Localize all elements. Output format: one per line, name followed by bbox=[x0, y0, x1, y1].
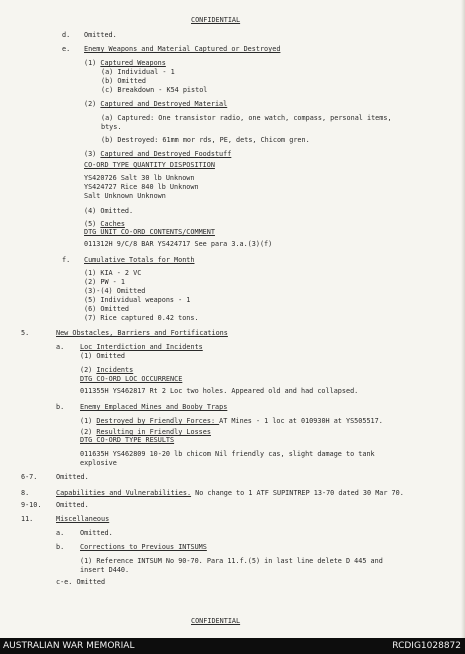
doc-line-f5: (5) Individual weapons - 1 bbox=[84, 296, 191, 304]
doc-line-s11-t: Miscellaneous bbox=[56, 515, 110, 523]
doc-line-loss-2: explosive bbox=[80, 459, 117, 467]
doc-line-f1: (1) KIA - 2 VC bbox=[84, 269, 142, 277]
doc-line-f-label: f. bbox=[62, 256, 71, 264]
doc-line-s5b-title: Enemy Emplaced Mines and Booby Traps bbox=[80, 403, 228, 411]
doc-line-s11b1: (1) Reference INTSUM No 90-70. Para 11.f.(5) in last line delete D 445 and bbox=[80, 557, 383, 565]
doc-line-inc-1: 011355H YS462817 Rt 2 Loc two holes. Appeared old and had collapsed. bbox=[80, 387, 359, 395]
doc-line-s8-num: 8. bbox=[21, 489, 30, 497]
doc-line-s5a-title: Loc Interdiction and Incidents bbox=[80, 343, 203, 351]
doc-line-f3: (3)-(4) Omitted bbox=[84, 287, 146, 295]
doc-line-e5: (5) Caches bbox=[84, 220, 125, 228]
doc-line-f2: (2) PW - 1 bbox=[84, 278, 125, 286]
doc-line-inc-h: DTG CO-ORD LOC OCCURRENCE bbox=[80, 375, 183, 383]
doc-line-e2a2: btys. bbox=[101, 123, 122, 131]
doc-line-e1c: (c) Breakdown - K54 pistol bbox=[101, 86, 208, 94]
doc-line-food-2: YS424727 Rice 840 lb Unknown bbox=[84, 183, 199, 191]
doc-line-s5b2: (2) Resulting in Friendly Losses bbox=[80, 428, 211, 436]
doc-line-e2b: (b) Destroyed: 61mm mor rds, PE, dets, Chicom gren. bbox=[101, 136, 310, 144]
doc-line-cache-h: DTG UNIT CO-ORD CONTENTS/COMMENT bbox=[84, 228, 215, 236]
doc-line-s5b-label: b. bbox=[56, 403, 65, 411]
doc-line-s11ce: c-e. Omitted bbox=[56, 578, 106, 586]
classification-header: CONFIDENTIAL bbox=[191, 16, 241, 24]
doc-line-cache-1: 011312H 9/C/8 BAR YS424717 See para 3.a.(3)(f) bbox=[84, 240, 273, 248]
doc-line-s11-num: 11. bbox=[21, 515, 34, 523]
doc-line-food-h: CO-ORD TYPE QUANTITY DISPOSITION bbox=[84, 161, 215, 169]
doc-line-s11b2: insert D440. bbox=[80, 566, 130, 574]
doc-line-d-label: d. bbox=[62, 31, 71, 39]
doc-line-s5-title: New Obstacles, Barriers and Fortifications bbox=[56, 329, 228, 337]
doc-line-s8-t: Capabilities and Vulnerabilities. No change to 1 ATF SUPINTREP 13-70 dated 30 Mar 70. bbox=[56, 489, 404, 497]
doc-line-e4: (4) Omitted. bbox=[84, 207, 134, 215]
doc-line-d-omitted: Omitted. bbox=[84, 31, 117, 39]
doc-line-e1: (1) Captured Weapons bbox=[84, 59, 166, 67]
doc-line-f7: (7) Rice captured 0.42 tons. bbox=[84, 314, 199, 322]
doc-line-s67-num: 6-7. bbox=[21, 473, 38, 481]
doc-line-e2: (2) Captured and Destroyed Material bbox=[84, 100, 228, 108]
doc-line-s11a-l: a. bbox=[56, 529, 65, 537]
doc-line-s5b1: (1) Destroyed by Friendly Forces: AT Mines - 1 loc at 010930H at YS505517. bbox=[80, 417, 383, 425]
doc-line-s910-t: Omitted. bbox=[56, 501, 89, 509]
doc-line-s67-t: Omitted. bbox=[56, 473, 89, 481]
doc-line-food-1: YS420726 Salt 30 lb Unknown bbox=[84, 174, 195, 182]
doc-line-e1b: (b) Omitted bbox=[101, 77, 147, 85]
doc-line-s5a2: (2) Incidents bbox=[80, 366, 134, 374]
doc-line-s11b-l: b. bbox=[56, 543, 65, 551]
doc-line-f-title: Cumulative Totals for Month bbox=[84, 256, 195, 264]
archive-reference: RCDIG1028872 bbox=[392, 641, 461, 651]
archive-name: AUSTRALIAN WAR MEMORIAL bbox=[3, 641, 135, 651]
doc-line-loss-1: 011635H YS462809 10-20 lb chicom Nil friendly cas, slight damage to tank bbox=[80, 450, 375, 458]
doc-line-e-title: Enemy Weapons and Material Captured or Destroyed bbox=[84, 45, 281, 53]
doc-line-s910-num: 9-10. bbox=[21, 501, 42, 509]
doc-line-s5a1: (1) Omitted bbox=[80, 352, 126, 360]
doc-line-e3: (3) Captured and Destroyed Foodstuff bbox=[84, 150, 232, 158]
doc-line-food-3: Salt Unknown Unknown bbox=[84, 192, 166, 200]
doc-line-s11b-t: Corrections to Previous INTSUMS bbox=[80, 543, 207, 551]
doc-line-e2a: (a) Captured: One transistor radio, one watch, compass, personal items, bbox=[101, 114, 392, 122]
classification-footer: CONFIDENTIAL bbox=[191, 617, 241, 625]
doc-line-s5-num: 5. bbox=[21, 329, 30, 337]
doc-line-s11a-t: Omitted. bbox=[80, 529, 113, 537]
doc-line-f6: (6) Omitted bbox=[84, 305, 130, 313]
doc-line-loss-h: DTG CO-ORD TYPE RESULTS bbox=[80, 436, 175, 444]
doc-line-e1a: (a) Individual - 1 bbox=[101, 68, 175, 76]
doc-line-e-label: e. bbox=[62, 45, 71, 53]
archive-footer-bar bbox=[0, 638, 465, 654]
doc-line-s5a-label: a. bbox=[56, 343, 65, 351]
